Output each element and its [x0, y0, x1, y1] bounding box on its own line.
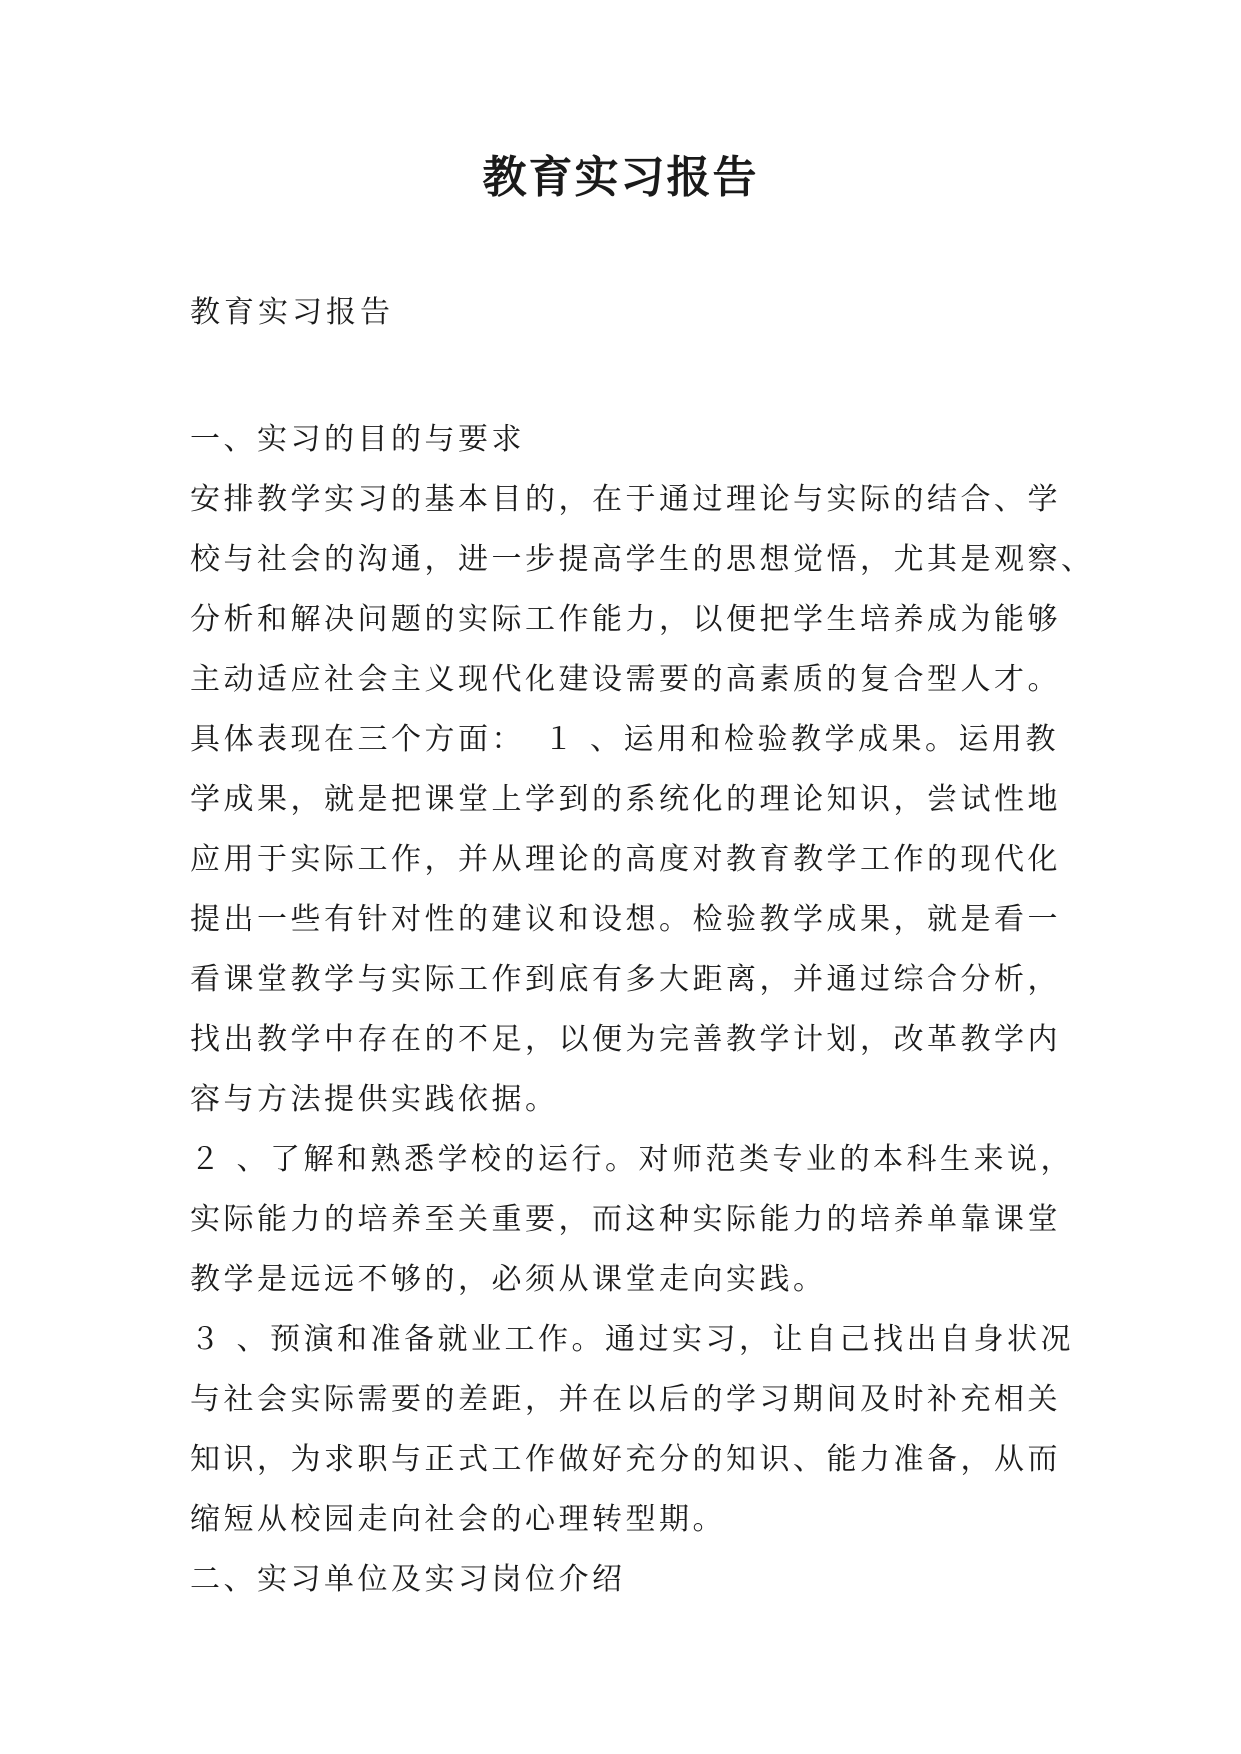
- body-line: 看课堂教学与实际工作到底有多大距离，并通过综合分析，: [190, 962, 1061, 997]
- body-line: 与社会实际需要的差距，并在以后的学习期间及时补充相关: [190, 1382, 1061, 1417]
- body-line: 容与方法提供实践依据。: [190, 1082, 559, 1117]
- body-line: 校与社会的沟通，进一步提高学生的思想觉悟，尤其是观察、: [190, 542, 1095, 577]
- body-line: 提出一些有针对性的建议和设想。检验教学成果，就是看一: [190, 902, 1061, 937]
- body-line: 实际能力的培养至关重要，而这种实际能力的培养单靠课堂: [190, 1202, 1061, 1237]
- body-line: ２ 、了解和熟悉学校的运行。对师范类专业的本科生来说，: [190, 1142, 1075, 1177]
- body-line: 知识，为求职与正式工作做好充分的知识、能力准备，从而: [190, 1442, 1061, 1477]
- body-line: 安排教学实习的基本目的，在于通过理论与实际的结合、学: [190, 482, 1061, 517]
- body-line: 找出教学中存在的不足，以便为完善教学计划，改革教学内: [190, 1022, 1061, 1057]
- body-line: 分析和解决问题的实际工作能力，以便把学生培养成为能够: [190, 602, 1061, 637]
- body-line: 学成果，就是把课堂上学到的系统化的理论知识，尝试性地: [190, 782, 1061, 817]
- document-body: [190, 410, 1095, 1610]
- document-subtitle: 教育实习报告: [190, 295, 394, 330]
- body-line: 主动适应社会主义现代化建设需要的高素质的复合型人才。: [190, 662, 1061, 697]
- body-line: 具体表现在三个方面： １ 、运用和检验教学成果。运用教: [190, 722, 1060, 757]
- section-heading-1: 一、实习的目的与要求: [190, 422, 525, 457]
- section-heading-2: 二、实习单位及实习岗位介绍: [190, 1562, 626, 1597]
- body-line: 教学是远远不够的，必须从课堂走向实践。: [190, 1262, 827, 1297]
- document-title: 教育实习报告: [482, 152, 759, 203]
- body-line: 应用于实际工作，并从理论的高度对教育教学工作的现代化: [190, 842, 1061, 877]
- body-line: ３ 、预演和准备就业工作。通过实习，让自己找出自身状况: [190, 1322, 1075, 1357]
- body-line: 缩短从校园走向社会的心理转型期。: [190, 1502, 726, 1537]
